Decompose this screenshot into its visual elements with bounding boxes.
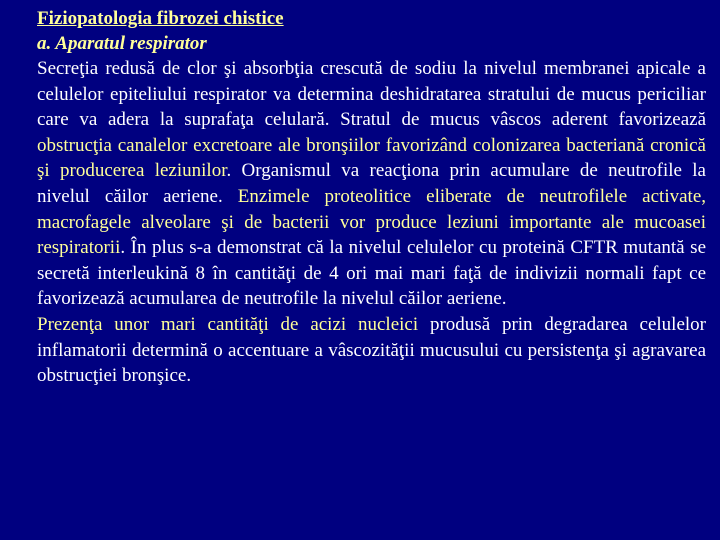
highlight-obstruction: obstrucţia canalelor excretoare ale bronşiilor favorizând colonizarea bacteriană cronică şi producerea leziunilor [37,134,706,182]
text-segment: produsă prin degradarea celulelor inflamatorii determină o accentuare a vâscozităţii mucusului cu persistenţa şi agravarea obstrucţiei bronşice. [37,313,706,387]
paragraph-respiratory-mechanism [37,56,706,312]
paragraph-nucleic-acids [37,312,706,389]
text-segment: . În plus s-a demonstrat că la nivelul celulelor cu proteină CFTR mutantă se secretă interleukină 8 în cantităţi de 4 ori mai mari faţă de indivizii normali fapt ce favorizează acumularea de neutrofile la nivelul căilor aeriene. [37,237,706,310]
text-segment: . Organismul va reacţiona prin acumulare de neutrofile la nivelul căilor aeriene. [37,160,706,207]
text-segment: Secreţia redusă de clor şi absorbţia crescută de sodiu la nivelul membranei apicale a celulelor epiteliului respirator va determina deshidratarea stratului de mucus periciliar care va adera la suprafaţa celulară. Stratul de mucus vâscos aderent favorizează [37,58,706,131]
slide-subtitle: a. Aparatul respirator [37,33,207,54]
highlight-proteolytic-enzymes: Enzimele proteolitice eliberate de neutrofilele activate, macrofagele alveolare şi de bacterii vor produce leziuni importante ale mucoasei respiratorii [37,185,706,259]
highlight-nucleic-acids: Prezenţa unor mari cantităţi de acizi nucleici [37,313,419,335]
slide-title: Fiziopatologia fibrozei chistice [37,8,284,29]
